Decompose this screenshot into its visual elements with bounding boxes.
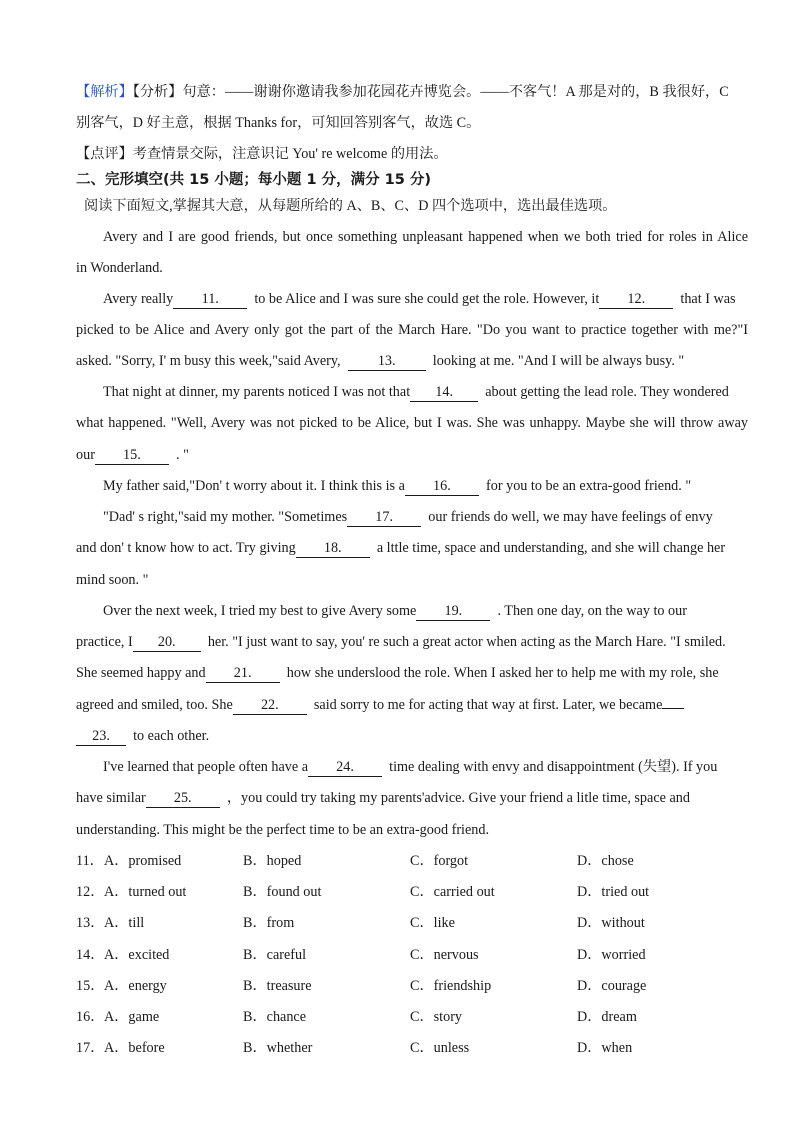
blank-23-start bbox=[662, 708, 684, 709]
option-a[interactable]: A．energy bbox=[104, 978, 167, 994]
passage-p1-line-2: in Wonderland. bbox=[76, 260, 163, 276]
text: that I was bbox=[680, 291, 736, 307]
passage-p6-line-1 bbox=[103, 601, 748, 621]
text: about getting the lead role. They wondered bbox=[485, 384, 729, 400]
passage-p3-line-1 bbox=[103, 382, 748, 402]
text: . Then one day, on the way to our bbox=[497, 603, 687, 619]
question-number: 17． bbox=[76, 1040, 105, 1056]
option-d[interactable]: D．courage bbox=[577, 978, 647, 994]
options-row-11 bbox=[76, 851, 748, 871]
passage-p6-line-3 bbox=[76, 663, 748, 683]
options-row-16 bbox=[76, 1007, 748, 1027]
blank-14: 14. bbox=[410, 384, 478, 402]
text: She seemed happy and bbox=[76, 665, 206, 681]
comment-tag: 【点评】 bbox=[76, 146, 133, 162]
option-d[interactable]: D．dream bbox=[577, 1009, 637, 1025]
passage-p6-line-5 bbox=[76, 726, 748, 746]
option-a[interactable]: A．turned out bbox=[104, 884, 187, 900]
option-c[interactable]: C．story bbox=[410, 1009, 463, 1025]
blank-23: 23. bbox=[76, 728, 126, 746]
text: a lttle time, space and understanding, and she will change her bbox=[376, 540, 726, 556]
passage-p4-line-1 bbox=[103, 476, 748, 496]
option-c[interactable]: C．unless bbox=[410, 1040, 470, 1056]
question-number: 13． bbox=[76, 915, 105, 931]
text: practice, I bbox=[76, 634, 133, 650]
options-row-15 bbox=[76, 976, 748, 996]
options-row-17 bbox=[76, 1038, 748, 1058]
blank-17: 17. bbox=[347, 509, 421, 527]
blank-21: 21. bbox=[206, 665, 280, 683]
option-b[interactable]: B．chance bbox=[243, 1009, 307, 1025]
text: agreed and smiled, too. She bbox=[76, 697, 233, 713]
option-d[interactable]: D．tried out bbox=[577, 884, 650, 900]
passage-p5-line-3: mind soon. " bbox=[76, 572, 149, 588]
text: to be Alice and I was sure she could get the role. However, it bbox=[254, 291, 600, 307]
blank-24: 24. bbox=[308, 759, 382, 777]
section-title: 二、完形填空(共 15 小题；每小题 1 分，满分 15 分) bbox=[76, 172, 431, 188]
text: looking at me. "And I will be always busy. " bbox=[432, 353, 685, 369]
text: have similar bbox=[76, 790, 146, 806]
passage-p2-line-2: picked to be Alice and Avery only got the part of the March Hare. "Do you want to practice together with me?"I bbox=[76, 322, 748, 338]
blank-13: 13. bbox=[348, 353, 426, 371]
text: . " bbox=[176, 447, 189, 463]
text: My father said,"Don' t worry about it. I think this is a bbox=[103, 478, 405, 494]
text: time dealing with envy and disappointment (失望). If you bbox=[389, 759, 718, 775]
option-a[interactable]: A．game bbox=[104, 1009, 160, 1025]
text: Over the next week, I tried my best to give Avery some bbox=[103, 603, 417, 619]
text: her. "I just want to say, you' re such a great actor when acting as the March Hare. "I smiled. bbox=[207, 634, 726, 650]
comment-line bbox=[76, 144, 748, 164]
passage-p6-line-2 bbox=[76, 632, 748, 652]
blank-11: 11. bbox=[173, 291, 247, 309]
blank-16: 16. bbox=[405, 478, 479, 496]
option-c[interactable]: C．nervous bbox=[410, 947, 479, 963]
text: for you to be an extra-good friend. " bbox=[486, 478, 692, 494]
options-row-13 bbox=[76, 913, 748, 933]
blank-22: 22. bbox=[233, 697, 307, 715]
option-d[interactable]: D．without bbox=[577, 915, 645, 931]
passage-p6-line-4 bbox=[76, 695, 748, 715]
text: our bbox=[76, 447, 95, 463]
option-b[interactable]: B．found out bbox=[243, 884, 322, 900]
blank-20: 20. bbox=[133, 634, 201, 652]
text: "Dad' s right,"said my mother. "Sometimes bbox=[103, 509, 348, 525]
passage-p3-line-3 bbox=[76, 445, 748, 465]
passage-p7-line-2 bbox=[76, 788, 748, 808]
option-c[interactable]: C．like bbox=[410, 915, 455, 931]
question-number: 11． bbox=[76, 853, 104, 869]
comment-text: 考查情景交际，注意识记 You' re welcome 的用法。 bbox=[132, 146, 448, 162]
text: said sorry to me for acting that way at first. Later, we became bbox=[313, 697, 663, 713]
text: how she underslood the role. When I asked her to help me with my role, she bbox=[286, 665, 719, 681]
option-c[interactable]: C．friendship bbox=[410, 978, 492, 994]
option-a[interactable]: A．till bbox=[104, 915, 145, 931]
text: asked. "Sorry, I' m busy this week,"said Avery, bbox=[76, 353, 341, 369]
blank-19: 19. bbox=[416, 603, 490, 621]
text: to each other. bbox=[133, 728, 210, 744]
question-number: 12． bbox=[76, 884, 105, 900]
text: I've learned that people often have a bbox=[103, 759, 309, 775]
section-instruction: 阅读下面短文,掌握其大意，从每题所给的 A、B、C、D 四个选项中，选出最佳选项。 bbox=[84, 198, 617, 214]
options-row-12 bbox=[76, 882, 748, 902]
text: and don' t know how to act. Try giving bbox=[76, 540, 296, 556]
option-b[interactable]: B．hoped bbox=[243, 853, 302, 869]
option-d[interactable]: D．chose bbox=[577, 853, 634, 869]
option-b[interactable]: B．treasure bbox=[243, 978, 312, 994]
analysis-line-2: 别客气，D 好主意，根据 Thanks for，可知回答别客气，故选 C。 bbox=[76, 115, 481, 131]
blank-12: 12. bbox=[599, 291, 673, 309]
option-d[interactable]: D．when bbox=[577, 1040, 633, 1056]
option-c[interactable]: C．carried out bbox=[410, 884, 495, 900]
passage-p1-line-1: Avery and I are good friends, but once something unpleasant happened when we both tried for roles in Alice bbox=[103, 229, 748, 245]
option-a[interactable]: A．before bbox=[104, 1040, 165, 1056]
text: Avery really bbox=[103, 291, 174, 307]
options-row-14 bbox=[76, 945, 748, 965]
analysis-text-1: 句意：——谢谢你邀请我参加花园花卉博览会。——不客气！A 那是对的，B 我很好，C bbox=[182, 84, 729, 100]
analysis-tag: 【解析】 bbox=[76, 84, 133, 100]
passage-p5-line-1 bbox=[103, 507, 748, 527]
passage-p2-line-1 bbox=[103, 289, 748, 309]
passage-p3-line-2: what happened. "Well, Avery was not picked to be Alice, but I was. She was unhappy. Maybe she will throw away bbox=[76, 415, 748, 431]
passage-p2-line-3 bbox=[76, 351, 748, 371]
blank-18: 18. bbox=[296, 540, 370, 558]
text: That night at dinner, my parents noticed I was not that bbox=[103, 384, 411, 400]
passage-p7-line-3: understanding. This might be the perfect time to be an extra-good friend. bbox=[76, 822, 490, 838]
option-a[interactable]: A．promised bbox=[104, 853, 182, 869]
option-a[interactable]: A．excited bbox=[104, 947, 170, 963]
text: ，you could try taking my parents'advice. Give your friend a litle time, space and bbox=[226, 790, 690, 806]
passage-p5-line-2 bbox=[76, 538, 748, 558]
option-c[interactable]: C．forgot bbox=[410, 853, 469, 869]
option-d[interactable]: D．worried bbox=[577, 947, 646, 963]
option-b[interactable]: B．whether bbox=[243, 1040, 313, 1056]
analysis-sub-tag: 【分析】 bbox=[132, 84, 183, 100]
analysis-line-1 bbox=[76, 82, 748, 102]
blank-15: 15. bbox=[95, 447, 169, 465]
question-number: 16． bbox=[76, 1009, 105, 1025]
option-b[interactable]: B．careful bbox=[243, 947, 307, 963]
text: our friends do well, we may have feelings of envy bbox=[428, 509, 713, 525]
passage-p7-line-1 bbox=[103, 757, 748, 777]
option-b[interactable]: B．from bbox=[243, 915, 295, 931]
question-number: 15． bbox=[76, 978, 105, 994]
question-number: 14． bbox=[76, 947, 105, 963]
blank-25: 25. bbox=[146, 790, 220, 808]
